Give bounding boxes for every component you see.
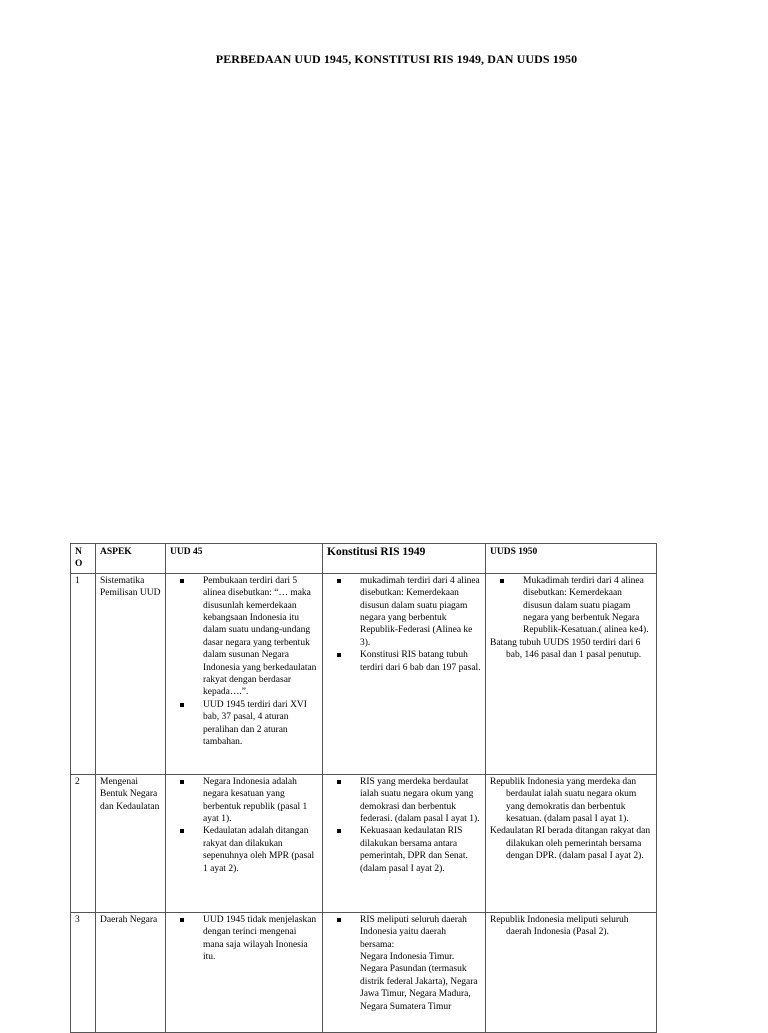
- list-item: Mukadimah terdiri dari 4 alinea disebutkan: Kemerdekaan disusun dalam suatu piagam negara yang berbentuk Negara Republik-Kesatuan.( alinea ke4).: [523, 575, 652, 637]
- cell-ris: [323, 912, 486, 1032]
- bullet-list: [170, 914, 318, 964]
- table-header-row: [71, 544, 657, 574]
- list-item: Konstitusi RIS batang tubuh terdiri dari 6 bab dan 197 pasal.: [360, 650, 481, 673]
- table-row: [71, 912, 657, 1032]
- list-item: Negara Indonesia adalah negara kesatuan yang berbentuk republik (pasal 1 ayat 1).: [203, 776, 318, 826]
- list-item: UUD 1945 tidak menjelaskan dengan terinci mengenai mana saja wilayah Inonesia itu.: [203, 914, 317, 963]
- header-uud45: UUD 45: [166, 544, 323, 574]
- cell-ris: [323, 573, 486, 774]
- list-item: RIS meliputi seluruh daerah Indonesia yaitu daerah bersama:: [360, 914, 481, 951]
- list-item: Kedaulatan adalah ditangan rakyat dan dilakukan sepenuhnya oleh MPR (pasal 1 ayat 2).: [203, 825, 318, 875]
- cell-uud45: [166, 774, 323, 912]
- row-number: 2: [71, 774, 96, 912]
- cell-uuds: [486, 573, 657, 774]
- paragraph: Negara Indonesia Timur. Negara Pasundan (termasuk distrik federal Jakarta), Negara Jawa Timur, Negara Madura, Negara Sumatera Timur: [360, 952, 478, 1012]
- bullet-list: [490, 575, 652, 637]
- table-row: [71, 573, 657, 774]
- cell-uuds: [486, 774, 657, 912]
- paragraph: Batang tubuh UUDS 1950 terdiri dari 6 bab, 146 pasal dan 1 pasal penutup.: [490, 637, 642, 661]
- comparison-table: [70, 543, 657, 1033]
- list-item: UUD 1945 terdiri dari XVI bab, 37 pasal, 4 aturan peralihan dan 2 aturan tambahan.: [203, 699, 318, 749]
- bullet-list: [327, 575, 481, 674]
- row-number: 1: [71, 573, 96, 774]
- header-ris: Konstitusi RIS 1949: [323, 544, 486, 574]
- row-aspek: Mengenai Bentuk Negara dan Kedaulatan: [96, 774, 166, 912]
- row-aspek: Sistematika Pemilisan UUD: [96, 573, 166, 774]
- cell-uud45: [166, 912, 323, 1032]
- cell-uud45: [166, 573, 323, 774]
- list-item: mukadimah terdiri dari 4 alinea disebutkan: Kemerdekaan disusun dalam suatu piagam negara yang berbentuk Republik-Federasi (Alinea ke 3).: [360, 575, 480, 648]
- table-row: [71, 774, 657, 912]
- bullet-list: [170, 776, 318, 875]
- document-title: PERBEDAAN UUD 1945, KONSTITUSI RIS 1949, DAN UUDS 1950: [215, 52, 578, 66]
- bullet-list: [170, 575, 318, 749]
- bullet-list: [327, 914, 481, 951]
- paragraph: Republik Indonesia yang merdeka dan berdaulat ialah suatu negara okum yang demokratis dan berbentuk kesatuan. (dalam pasal I ayat 1).: [490, 776, 637, 825]
- bullet-list: [327, 776, 481, 875]
- paragraph: Republik Indonesia meliputi seluruh daerah Indonesia (Pasal 2).: [490, 914, 629, 938]
- cell-ris: [323, 774, 486, 912]
- header-aspek: ASPEK: [96, 544, 166, 574]
- list-item: RIS yang merdeka berdaulat ialah suatu negara okum yang demokrasi dan berbentuk federasi. (dalam pasal I ayat 1).: [360, 776, 480, 825]
- row-number: 3: [71, 912, 96, 1032]
- list-item: Kekuasaan kedaulatan RIS dilakukan bersama antara pemerintah, DPR dan Senat. (dalam pasal I ayat 2).: [360, 825, 481, 875]
- paragraph: Kedaulatan RI berada ditangan rakyat dan dilakukan oleh pemerintah bersama dengan DPR. (dalam pasal I ayat 2).: [490, 826, 651, 862]
- row-aspek: Daerah Negara: [96, 912, 166, 1032]
- header-no: N O: [71, 544, 96, 574]
- cell-uuds: [486, 912, 657, 1032]
- list-item: Pembukaan terdiri dari 5 alinea disebutkan: “… maka disusunlah kemerdekaan kebangsaan Indonesia itu dalam suatu undang-undang dasar negara yang terbentuk dalam susunan Negara Indonesia yang berkedaulatan rakyat dengan berdasar kepada….”.: [203, 575, 317, 698]
- header-uuds: UUDS 1950: [486, 544, 657, 574]
